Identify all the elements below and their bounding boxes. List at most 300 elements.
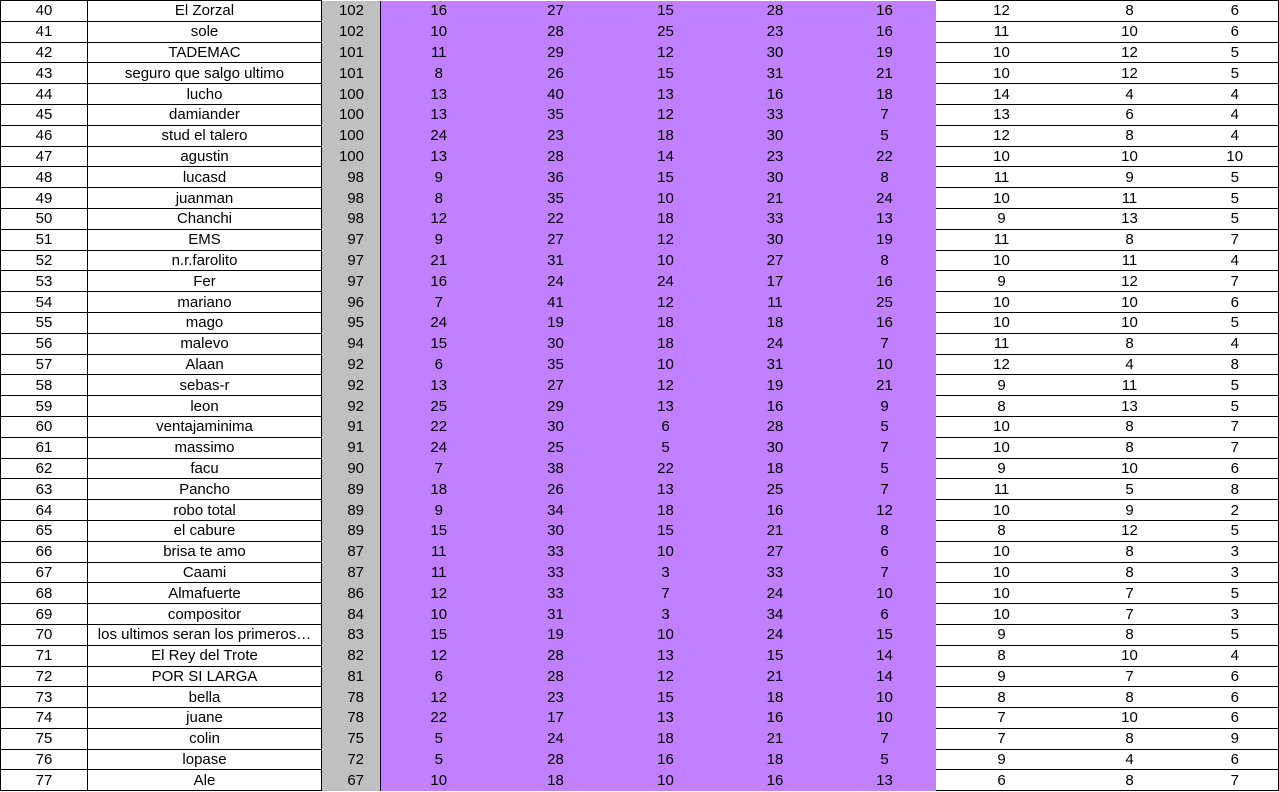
count-cell: 6 xyxy=(1192,292,1279,313)
total-points-cell: 89 xyxy=(322,500,381,521)
score-cell: 13 xyxy=(834,208,936,229)
score-cell: 12 xyxy=(381,687,497,708)
total-points-cell: 75 xyxy=(322,728,381,749)
position-cell: 54 xyxy=(1,292,88,313)
score-cell: 8 xyxy=(834,250,936,271)
score-cell: 21 xyxy=(834,375,936,396)
score-cell: 24 xyxy=(497,728,615,749)
table-row xyxy=(1,208,1279,229)
score-cell: 13 xyxy=(615,396,717,417)
count-cell: 7 xyxy=(1068,604,1192,625)
score-cell: 19 xyxy=(834,229,936,250)
count-cell: 5 xyxy=(1068,479,1192,500)
count-cell: 12 xyxy=(1068,42,1192,63)
player-name-cell: ventajaminima xyxy=(88,416,322,437)
score-cell: 17 xyxy=(497,708,615,729)
score-cell: 12 xyxy=(615,292,717,313)
count-cell: 6 xyxy=(1192,21,1279,42)
score-cell: 15 xyxy=(615,1,717,22)
score-cell: 23 xyxy=(497,125,615,146)
count-cell: 8 xyxy=(1068,541,1192,562)
count-cell: 5 xyxy=(1192,188,1279,209)
score-cell: 5 xyxy=(834,125,936,146)
player-name-cell: TADEMAC xyxy=(88,42,322,63)
position-cell: 67 xyxy=(1,562,88,583)
score-cell: 16 xyxy=(717,396,834,417)
player-name-cell: Pancho xyxy=(88,479,322,500)
count-cell: 10 xyxy=(1068,292,1192,313)
count-cell: 8 xyxy=(936,645,1068,666)
position-cell: 42 xyxy=(1,42,88,63)
total-points-cell: 97 xyxy=(322,229,381,250)
count-cell: 5 xyxy=(1192,42,1279,63)
position-cell: 53 xyxy=(1,271,88,292)
score-cell: 24 xyxy=(381,125,497,146)
count-cell: 8 xyxy=(1068,416,1192,437)
player-name-cell: lucho xyxy=(88,84,322,105)
count-cell: 10 xyxy=(1068,146,1192,167)
position-cell: 46 xyxy=(1,125,88,146)
count-cell: 9 xyxy=(936,375,1068,396)
position-cell: 56 xyxy=(1,333,88,354)
table-row xyxy=(1,666,1279,687)
score-cell: 16 xyxy=(834,21,936,42)
total-points-cell: 72 xyxy=(322,749,381,770)
count-cell: 7 xyxy=(1068,666,1192,687)
total-points-cell: 78 xyxy=(322,708,381,729)
count-cell: 6 xyxy=(936,770,1068,791)
score-cell: 22 xyxy=(615,458,717,479)
score-cell: 12 xyxy=(615,104,717,125)
total-points-cell: 92 xyxy=(322,375,381,396)
total-points-cell: 102 xyxy=(322,21,381,42)
player-name-cell: colin xyxy=(88,728,322,749)
count-cell: 7 xyxy=(1192,271,1279,292)
count-cell: 4 xyxy=(1192,84,1279,105)
position-cell: 73 xyxy=(1,687,88,708)
count-cell: 13 xyxy=(936,104,1068,125)
count-cell: 11 xyxy=(1068,375,1192,396)
score-cell: 10 xyxy=(381,21,497,42)
score-cell: 18 xyxy=(717,312,834,333)
score-cell: 30 xyxy=(717,42,834,63)
table-row xyxy=(1,624,1279,645)
count-cell: 3 xyxy=(1192,541,1279,562)
position-cell: 70 xyxy=(1,624,88,645)
count-cell: 10 xyxy=(1068,645,1192,666)
score-cell: 7 xyxy=(834,437,936,458)
score-cell: 15 xyxy=(615,687,717,708)
table-row xyxy=(1,21,1279,42)
player-name-cell: sebas-r xyxy=(88,375,322,396)
position-cell: 63 xyxy=(1,479,88,500)
count-cell: 5 xyxy=(1192,624,1279,645)
count-cell: 10 xyxy=(936,250,1068,271)
count-cell: 11 xyxy=(936,229,1068,250)
score-cell: 18 xyxy=(497,770,615,791)
count-cell: 10 xyxy=(936,416,1068,437)
score-cell: 10 xyxy=(834,583,936,604)
score-cell: 12 xyxy=(381,208,497,229)
score-cell: 5 xyxy=(834,416,936,437)
count-cell: 8 xyxy=(1068,770,1192,791)
score-cell: 23 xyxy=(717,146,834,167)
count-cell: 7 xyxy=(1068,583,1192,604)
player-name-cell: facu xyxy=(88,458,322,479)
score-cell: 16 xyxy=(717,500,834,521)
score-cell: 7 xyxy=(834,333,936,354)
score-cell: 15 xyxy=(615,167,717,188)
score-cell: 13 xyxy=(381,84,497,105)
score-cell: 33 xyxy=(717,208,834,229)
count-cell: 9 xyxy=(936,624,1068,645)
score-cell: 5 xyxy=(615,437,717,458)
score-cell: 28 xyxy=(717,1,834,22)
score-cell: 28 xyxy=(497,645,615,666)
count-cell: 8 xyxy=(1068,624,1192,645)
score-cell: 6 xyxy=(834,541,936,562)
score-cell: 16 xyxy=(381,271,497,292)
score-cell: 29 xyxy=(497,42,615,63)
score-cell: 33 xyxy=(497,583,615,604)
total-points-cell: 100 xyxy=(322,104,381,125)
score-cell: 23 xyxy=(717,21,834,42)
score-cell: 30 xyxy=(497,333,615,354)
table-row xyxy=(1,562,1279,583)
position-cell: 66 xyxy=(1,541,88,562)
count-cell: 10 xyxy=(1068,21,1192,42)
score-cell: 14 xyxy=(834,645,936,666)
score-cell: 15 xyxy=(615,520,717,541)
score-cell: 40 xyxy=(497,84,615,105)
score-cell: 27 xyxy=(497,375,615,396)
count-cell: 9 xyxy=(936,458,1068,479)
score-cell: 33 xyxy=(717,104,834,125)
table-row xyxy=(1,354,1279,375)
player-name-cell: lucasd xyxy=(88,167,322,188)
position-cell: 74 xyxy=(1,708,88,729)
count-cell: 4 xyxy=(1192,104,1279,125)
score-cell: 6 xyxy=(615,416,717,437)
score-cell: 10 xyxy=(381,604,497,625)
table-row xyxy=(1,749,1279,770)
score-cell: 30 xyxy=(717,229,834,250)
score-cell: 22 xyxy=(381,416,497,437)
score-cell: 15 xyxy=(381,624,497,645)
player-name-cell: stud el talero xyxy=(88,125,322,146)
count-cell: 10 xyxy=(1068,312,1192,333)
score-cell: 9 xyxy=(834,396,936,417)
score-cell: 35 xyxy=(497,188,615,209)
total-points-cell: 92 xyxy=(322,354,381,375)
score-cell: 12 xyxy=(615,375,717,396)
player-name-cell: bella xyxy=(88,687,322,708)
score-cell: 5 xyxy=(834,749,936,770)
score-cell: 14 xyxy=(834,666,936,687)
score-cell: 19 xyxy=(834,42,936,63)
score-cell: 13 xyxy=(615,645,717,666)
score-cell: 16 xyxy=(717,770,834,791)
score-cell: 18 xyxy=(834,84,936,105)
score-cell: 9 xyxy=(381,229,497,250)
score-cell: 36 xyxy=(497,167,615,188)
player-name-cell: damiander xyxy=(88,104,322,125)
total-points-cell: 101 xyxy=(322,63,381,84)
score-cell: 14 xyxy=(615,146,717,167)
score-cell: 9 xyxy=(381,500,497,521)
player-name-cell: EMS xyxy=(88,229,322,250)
score-cell: 15 xyxy=(834,624,936,645)
count-cell: 9 xyxy=(936,749,1068,770)
table-row xyxy=(1,708,1279,729)
score-cell: 19 xyxy=(497,624,615,645)
count-cell: 10 xyxy=(936,583,1068,604)
score-cell: 16 xyxy=(717,708,834,729)
player-name-cell: Chanchi xyxy=(88,208,322,229)
player-name-cell: Alaan xyxy=(88,354,322,375)
score-cell: 6 xyxy=(381,354,497,375)
score-cell: 10 xyxy=(834,354,936,375)
player-name-cell: n.r.farolito xyxy=(88,250,322,271)
count-cell: 10 xyxy=(936,500,1068,521)
table-row xyxy=(1,167,1279,188)
score-cell: 30 xyxy=(497,520,615,541)
score-cell: 28 xyxy=(497,21,615,42)
position-cell: 59 xyxy=(1,396,88,417)
total-points-cell: 97 xyxy=(322,271,381,292)
score-cell: 6 xyxy=(834,604,936,625)
position-cell: 77 xyxy=(1,770,88,791)
count-cell: 4 xyxy=(1068,84,1192,105)
score-cell: 24 xyxy=(381,437,497,458)
score-cell: 28 xyxy=(497,749,615,770)
count-cell: 8 xyxy=(1068,728,1192,749)
score-cell: 22 xyxy=(834,146,936,167)
count-cell: 9 xyxy=(936,208,1068,229)
total-points-cell: 86 xyxy=(322,583,381,604)
total-points-cell: 102 xyxy=(322,1,381,22)
count-cell: 12 xyxy=(1068,520,1192,541)
count-cell: 7 xyxy=(936,728,1068,749)
table-row xyxy=(1,125,1279,146)
total-points-cell: 97 xyxy=(322,250,381,271)
score-cell: 19 xyxy=(717,375,834,396)
count-cell: 10 xyxy=(936,604,1068,625)
position-cell: 49 xyxy=(1,188,88,209)
table-row xyxy=(1,146,1279,167)
score-cell: 9 xyxy=(381,167,497,188)
table-row xyxy=(1,520,1279,541)
total-points-cell: 83 xyxy=(322,624,381,645)
score-cell: 24 xyxy=(834,188,936,209)
count-cell: 10 xyxy=(1068,708,1192,729)
count-cell: 11 xyxy=(936,479,1068,500)
total-points-cell: 100 xyxy=(322,146,381,167)
total-points-cell: 78 xyxy=(322,687,381,708)
count-cell: 8 xyxy=(1068,1,1192,22)
count-cell: 5 xyxy=(1192,208,1279,229)
count-cell: 8 xyxy=(1068,687,1192,708)
count-cell: 7 xyxy=(936,708,1068,729)
table-row xyxy=(1,687,1279,708)
position-cell: 76 xyxy=(1,749,88,770)
table-row xyxy=(1,541,1279,562)
total-points-cell: 81 xyxy=(322,666,381,687)
score-cell: 18 xyxy=(381,479,497,500)
score-cell: 24 xyxy=(615,271,717,292)
count-cell: 7 xyxy=(1192,437,1279,458)
table-row xyxy=(1,479,1279,500)
total-points-cell: 98 xyxy=(322,208,381,229)
score-cell: 18 xyxy=(615,312,717,333)
score-cell: 12 xyxy=(615,42,717,63)
table-row xyxy=(1,375,1279,396)
position-cell: 55 xyxy=(1,312,88,333)
score-cell: 18 xyxy=(615,125,717,146)
score-cell: 13 xyxy=(834,770,936,791)
count-cell: 4 xyxy=(1192,333,1279,354)
table-row xyxy=(1,84,1279,105)
count-cell: 8 xyxy=(936,396,1068,417)
score-cell: 5 xyxy=(834,458,936,479)
table-row xyxy=(1,396,1279,417)
count-cell: 11 xyxy=(936,167,1068,188)
position-cell: 43 xyxy=(1,63,88,84)
score-cell: 13 xyxy=(381,146,497,167)
count-cell: 6 xyxy=(1068,104,1192,125)
score-cell: 10 xyxy=(615,354,717,375)
score-cell: 15 xyxy=(717,645,834,666)
table-row xyxy=(1,312,1279,333)
count-cell: 12 xyxy=(936,125,1068,146)
score-cell: 24 xyxy=(717,333,834,354)
score-cell: 16 xyxy=(615,749,717,770)
count-cell: 3 xyxy=(1192,562,1279,583)
position-cell: 64 xyxy=(1,500,88,521)
position-cell: 61 xyxy=(1,437,88,458)
score-cell: 12 xyxy=(615,666,717,687)
table-row xyxy=(1,728,1279,749)
score-cell: 28 xyxy=(497,666,615,687)
player-name-cell: mago xyxy=(88,312,322,333)
position-cell: 60 xyxy=(1,416,88,437)
count-cell: 4 xyxy=(1068,354,1192,375)
score-cell: 13 xyxy=(381,375,497,396)
score-cell: 3 xyxy=(615,604,717,625)
count-cell: 7 xyxy=(1192,229,1279,250)
count-cell: 6 xyxy=(1192,708,1279,729)
table-row xyxy=(1,645,1279,666)
score-cell: 18 xyxy=(615,333,717,354)
score-cell: 10 xyxy=(615,541,717,562)
score-cell: 34 xyxy=(717,604,834,625)
count-cell: 9 xyxy=(1068,500,1192,521)
total-points-cell: 91 xyxy=(322,437,381,458)
score-cell: 25 xyxy=(834,292,936,313)
score-cell: 10 xyxy=(615,250,717,271)
score-cell: 12 xyxy=(834,500,936,521)
count-cell: 5 xyxy=(1192,167,1279,188)
total-points-cell: 90 xyxy=(322,458,381,479)
score-cell: 31 xyxy=(717,354,834,375)
position-cell: 57 xyxy=(1,354,88,375)
total-points-cell: 96 xyxy=(322,292,381,313)
player-name-cell: Ale xyxy=(88,770,322,791)
score-cell: 29 xyxy=(497,396,615,417)
table-row xyxy=(1,770,1279,791)
table-row xyxy=(1,604,1279,625)
score-cell: 7 xyxy=(381,292,497,313)
score-cell: 33 xyxy=(717,562,834,583)
count-cell: 5 xyxy=(1192,396,1279,417)
player-name-cell: compositor xyxy=(88,604,322,625)
score-cell: 5 xyxy=(381,728,497,749)
score-cell: 8 xyxy=(381,63,497,84)
score-cell: 16 xyxy=(381,1,497,22)
score-cell: 28 xyxy=(497,146,615,167)
player-name-cell: lopase xyxy=(88,749,322,770)
score-cell: 25 xyxy=(615,21,717,42)
count-cell: 10 xyxy=(936,292,1068,313)
table-body xyxy=(1,1,1279,791)
score-cell: 11 xyxy=(381,42,497,63)
score-cell: 17 xyxy=(717,271,834,292)
score-cell: 31 xyxy=(717,63,834,84)
score-cell: 6 xyxy=(381,666,497,687)
count-cell: 4 xyxy=(1192,645,1279,666)
score-cell: 25 xyxy=(717,479,834,500)
count-cell: 4 xyxy=(1192,250,1279,271)
player-name-cell: juane xyxy=(88,708,322,729)
score-cell: 28 xyxy=(717,416,834,437)
score-cell: 15 xyxy=(381,333,497,354)
count-cell: 11 xyxy=(1068,250,1192,271)
score-cell: 21 xyxy=(834,63,936,84)
position-cell: 52 xyxy=(1,250,88,271)
score-cell: 34 xyxy=(497,500,615,521)
count-cell: 12 xyxy=(1068,63,1192,84)
total-points-cell: 84 xyxy=(322,604,381,625)
count-cell: 5 xyxy=(1192,375,1279,396)
player-name-cell: brisa te amo xyxy=(88,541,322,562)
position-cell: 50 xyxy=(1,208,88,229)
table-row xyxy=(1,229,1279,250)
count-cell: 8 xyxy=(1068,333,1192,354)
total-points-cell: 101 xyxy=(322,42,381,63)
table-row xyxy=(1,271,1279,292)
score-cell: 27 xyxy=(497,229,615,250)
player-name-cell: El Zorzal xyxy=(88,1,322,22)
score-cell: 16 xyxy=(834,271,936,292)
count-cell: 6 xyxy=(1192,458,1279,479)
position-cell: 41 xyxy=(1,21,88,42)
score-cell: 31 xyxy=(497,604,615,625)
position-cell: 75 xyxy=(1,728,88,749)
score-cell: 7 xyxy=(615,583,717,604)
score-cell: 15 xyxy=(615,63,717,84)
count-cell: 8 xyxy=(1068,562,1192,583)
player-name-cell: juanman xyxy=(88,188,322,209)
score-cell: 10 xyxy=(615,624,717,645)
count-cell: 10 xyxy=(936,63,1068,84)
table-row xyxy=(1,104,1279,125)
count-cell: 8 xyxy=(1068,229,1192,250)
count-cell: 7 xyxy=(1192,416,1279,437)
player-name-cell: el cabure xyxy=(88,520,322,541)
score-cell: 13 xyxy=(615,708,717,729)
count-cell: 10 xyxy=(936,562,1068,583)
score-cell: 38 xyxy=(497,458,615,479)
